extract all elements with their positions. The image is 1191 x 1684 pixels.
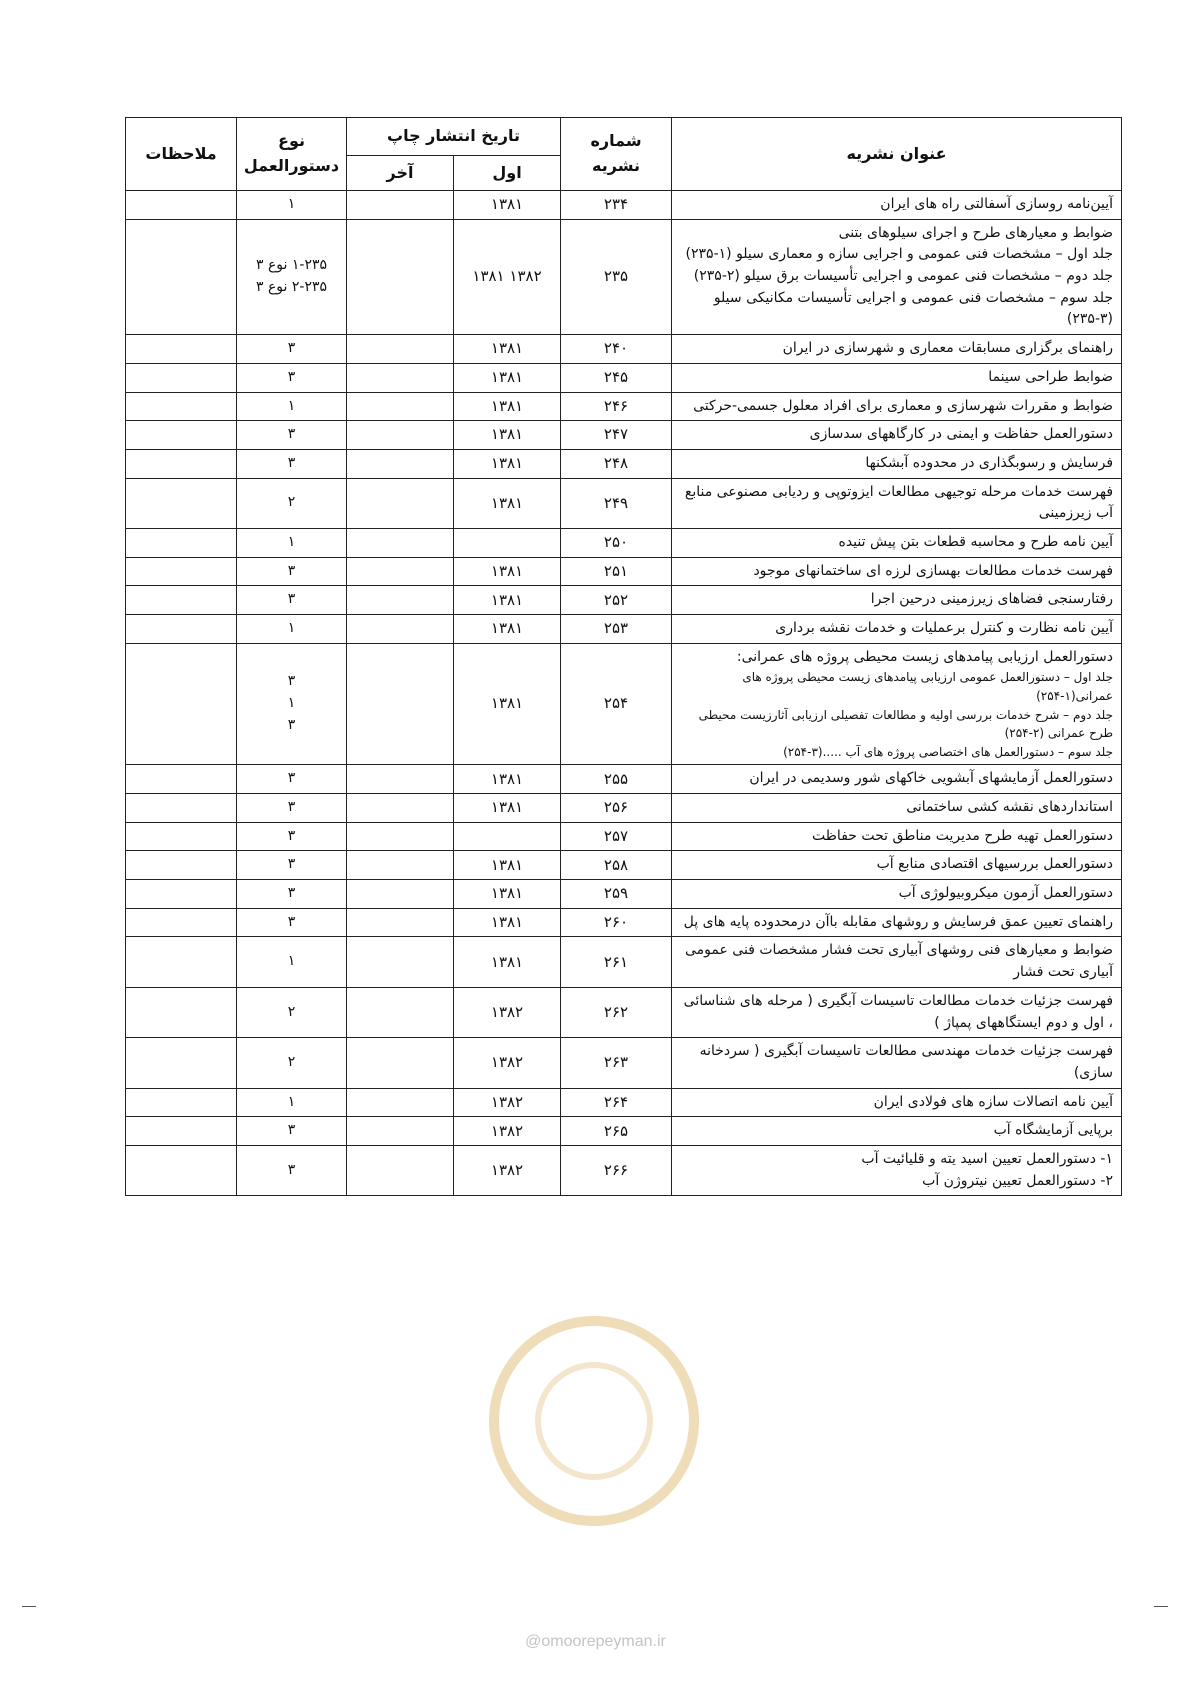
notes-cell — [126, 392, 237, 421]
first-print-date-cell: ۱۳۸۱ — [454, 449, 561, 478]
site-footer-watermark: @omoorepeyman.ir — [525, 1633, 666, 1650]
table-row — [126, 1117, 1122, 1146]
first-print-date-cell: ۱۳۸۱ — [454, 880, 561, 909]
instruction-type-cell — [237, 851, 347, 880]
last-print-date-cell — [347, 528, 454, 557]
notes-cell — [126, 1145, 237, 1195]
notes-cell — [126, 586, 237, 615]
instruction-type-cell — [237, 643, 347, 765]
first-print-date-cell: ۱۳۸۱ — [454, 557, 561, 586]
publication-title-cell — [672, 528, 1122, 557]
table-header — [126, 118, 1122, 191]
instruction-type-cell — [237, 987, 347, 1037]
notes-cell — [126, 615, 237, 644]
notes-cell — [126, 880, 237, 909]
publication-title-cell — [672, 794, 1122, 823]
notes-cell — [126, 449, 237, 478]
crop-mark-left — [22, 1606, 36, 1607]
instruction-type-value: ۳ — [287, 340, 296, 357]
first-print-date-cell: ۱۳۸۱ — [454, 643, 561, 765]
header-first: اول — [454, 156, 561, 191]
publication-title-line: استانداردهای نقشه کشی ساختمانی — [906, 799, 1114, 816]
publication-title-line: جلد اول – دستورالعمل عمومی ارزیابی پیامدهای زیست محیطی پروژه های عمرانی(۱-۲۵۴) — [742, 670, 1114, 703]
publication-title-cell — [672, 557, 1122, 586]
publication-number-cell: ۲۴۵ — [561, 363, 672, 392]
table-row — [126, 908, 1122, 937]
last-print-date-cell — [347, 851, 454, 880]
publication-title-line: فهرست جزئیات خدمات مهندسی مطالعات تاسیسات آبگیری ( سردخانه سازی) — [699, 1043, 1114, 1081]
last-print-date-cell — [347, 765, 454, 794]
instruction-type-value: ۱ — [287, 953, 296, 970]
publication-title-line: فرسایش و رسوبگذاری در محدوده آبشکنها — [865, 454, 1114, 471]
instruction-type-cell — [237, 794, 347, 823]
instruction-type-cell — [237, 822, 347, 851]
first-print-date-cell: ۱۳۸۱ — [454, 615, 561, 644]
notes-cell — [126, 987, 237, 1037]
instruction-type-cell — [237, 586, 347, 615]
table-row — [126, 392, 1122, 421]
first-print-date-cell: ۱۳۸۱ — [454, 191, 561, 220]
instruction-type-value: ۳ — [287, 591, 296, 608]
instruction-type-cell — [237, 528, 347, 557]
first-print-date-cell: ۱۳۸۱ — [454, 765, 561, 794]
publication-number-cell: ۲۶۴ — [561, 1088, 672, 1117]
instruction-type-cell — [237, 392, 347, 421]
instruction-type-cell — [237, 908, 347, 937]
table-row — [126, 528, 1122, 557]
publication-title-line: آیین نامه نظارت و کنترل برعملیات و خدمات نقشه برداری — [775, 620, 1114, 636]
first-print-date-cell: ۱۳۸۱ — [454, 335, 561, 364]
instruction-type-value: ۲ — [287, 1003, 296, 1020]
publication-title-line: دستورالعمل حفاظت و ایمنی در کارگاههای سدسازی — [809, 426, 1114, 443]
instruction-type-value: ۲-۲۳۵ نوع ۳ — [255, 278, 328, 295]
table-row — [126, 557, 1122, 586]
table-row — [126, 1145, 1122, 1195]
publication-title-cell — [672, 987, 1122, 1037]
first-print-date-cell: ۱۳۸۱ — [454, 478, 561, 528]
notes-cell — [126, 557, 237, 586]
publication-title-line: فهرست خدمات مطالعات بهسازی لرزه ای ساختمانهای موجود — [753, 562, 1114, 579]
first-print-date-cell: ۱۳۸۲ — [454, 987, 561, 1037]
header-type: نوع دستورالعمل — [237, 118, 347, 191]
instruction-type-value: ۳ — [287, 770, 296, 787]
notes-cell — [126, 643, 237, 765]
publication-title-cell — [672, 1038, 1122, 1088]
publication-title-line: فهرست خدمات مرحله توجیهی مطالعات ایزوتوپی و ردیابی مصنوعی منابع آب زیرزمینی — [684, 483, 1114, 522]
first-print-date-cell: ۱۳۸۱ — [454, 363, 561, 392]
publisher-seal-watermark — [489, 1316, 699, 1526]
notes-cell — [126, 822, 237, 851]
table-row — [126, 615, 1122, 644]
notes-cell — [126, 1038, 237, 1088]
instruction-type-cell — [237, 219, 347, 334]
publication-number-cell: ۲۴۹ — [561, 478, 672, 528]
instruction-type-cell — [237, 880, 347, 909]
publication-title-line: جلد دوم – مشخصات فنی عمومی و اجرایی تأسیسات برق سیلو (۲-۲۳۵) — [693, 268, 1114, 285]
instruction-type-value: ۳ — [287, 827, 296, 844]
last-print-date-cell — [347, 937, 454, 987]
notes-cell — [126, 794, 237, 823]
notes-cell — [126, 1088, 237, 1117]
crop-mark-right — [1154, 1606, 1168, 1607]
header-last: آخر — [347, 156, 454, 191]
header-number: شماره نشریه — [561, 118, 672, 191]
publication-title-line: جلد سوم – مشخصات فنی عمومی و اجرایی تأسیسات مکانیکی سیلو (۳-۲۳۵) — [713, 289, 1114, 328]
first-print-date-cell: ۱۳۸۱ — [454, 851, 561, 880]
publication-title-line: ضوابط و معیارهای فنی روشهای آبیاری تحت فشار مشخصات فنی عمومی آبیاری تحت فشار — [685, 942, 1114, 981]
instruction-type-value: ۳ — [287, 1161, 296, 1178]
publication-title-line: جلد اول – مشخصات فنی عمومی و اجرایی سازه و معماری سیلو (۱-۲۳۵) — [685, 246, 1114, 263]
instruction-type-value: ۱ — [287, 1093, 296, 1110]
last-print-date-cell — [347, 1145, 454, 1195]
last-print-date-cell — [347, 822, 454, 851]
publication-number-cell: ۲۵۱ — [561, 557, 672, 586]
last-print-date-cell — [347, 1088, 454, 1117]
publication-title-cell — [672, 822, 1122, 851]
last-print-date-cell — [347, 557, 454, 586]
publication-number-cell: ۲۵۳ — [561, 615, 672, 644]
notes-cell — [126, 765, 237, 794]
publication-title-line: فهرست جزئیات خدمات مطالعات تاسیسات آبگیری ( مرحله های شناسائی ، اول و دوم ایستگاههای پمپاژ ) — [683, 992, 1114, 1031]
last-print-date-cell — [347, 478, 454, 528]
instruction-type-value: ۳ — [287, 562, 296, 579]
publication-title-cell — [672, 1145, 1122, 1195]
publication-number-cell: ۲۶۲ — [561, 987, 672, 1037]
publication-title-line: جلد سوم – دستورالعمل های اختصاصی پروژه های آب .....(۳-۲۵۴) — [783, 744, 1114, 759]
publication-title-cell — [672, 851, 1122, 880]
publication-number-cell: ۲۵۴ — [561, 643, 672, 765]
notes-cell — [126, 478, 237, 528]
last-print-date-cell — [347, 1038, 454, 1088]
publication-title-line: رفتارسنجی فضاهای زیرزمینی درحین اجرا — [870, 591, 1114, 608]
table-row — [126, 421, 1122, 450]
publication-title-cell — [672, 908, 1122, 937]
publication-title-line: آیین نامه اتصالات سازه های فولادی ایران — [873, 1093, 1114, 1110]
instruction-type-value: ۱ — [287, 397, 296, 414]
last-print-date-cell — [347, 908, 454, 937]
instruction-type-cell — [237, 363, 347, 392]
first-print-date-cell: ۱۳۸۲ — [454, 1038, 561, 1088]
instruction-type-cell — [237, 557, 347, 586]
publication-number-cell: ۲۶۱ — [561, 937, 672, 987]
first-print-date-cell: ۱۳۸۲ — [454, 1117, 561, 1146]
header-title: عنوان نشریه — [672, 118, 1122, 191]
publication-number-cell: ۲۵۹ — [561, 880, 672, 909]
table-row — [126, 987, 1122, 1037]
table-row — [126, 449, 1122, 478]
publication-number-cell: ۲۴۶ — [561, 392, 672, 421]
publication-title-line: دستورالعمل آزمون میکروبیولوژی آب — [898, 885, 1114, 902]
publication-title-cell — [672, 191, 1122, 220]
publication-title-cell — [672, 765, 1122, 794]
instruction-type-cell — [237, 615, 347, 644]
instruction-type-value: ۳ — [287, 885, 296, 902]
table-body — [126, 191, 1122, 1196]
instruction-type-cell — [237, 478, 347, 528]
last-print-date-cell — [347, 987, 454, 1037]
instruction-type-cell — [237, 191, 347, 220]
table-row — [126, 643, 1122, 765]
table-row — [126, 880, 1122, 909]
last-print-date-cell — [347, 191, 454, 220]
notes-cell — [126, 908, 237, 937]
publication-number-cell: ۲۶۶ — [561, 1145, 672, 1195]
instruction-type-cell — [237, 937, 347, 987]
instruction-type-value: ۱ — [287, 695, 296, 712]
notes-cell — [126, 937, 237, 987]
instruction-type-value: ۳ — [287, 368, 296, 385]
last-print-date-cell — [347, 1117, 454, 1146]
instruction-type-cell — [237, 765, 347, 794]
notes-cell — [126, 191, 237, 220]
publication-number-cell: ۲۵۷ — [561, 822, 672, 851]
publication-title-cell — [672, 335, 1122, 364]
first-print-date-cell: ۱۳۸۲ ۱۳۸۱ — [454, 219, 561, 334]
first-print-date-cell: ۱۳۸۱ — [454, 908, 561, 937]
table-row — [126, 478, 1122, 528]
publication-title-cell — [672, 392, 1122, 421]
publication-title-cell — [672, 363, 1122, 392]
publication-title-cell — [672, 586, 1122, 615]
notes-cell — [126, 219, 237, 334]
first-print-date-cell — [454, 528, 561, 557]
publication-title-line: ضوابط و معیارهای طرح و اجرای سیلوهای بتنی — [838, 224, 1114, 241]
table-row — [126, 1038, 1122, 1088]
instruction-type-value: ۳ — [287, 426, 296, 443]
last-print-date-cell — [347, 421, 454, 450]
instruction-type-value: ۱ — [287, 533, 296, 550]
publication-number-cell: ۲۳۵ — [561, 219, 672, 334]
publication-number-cell: ۲۴۰ — [561, 335, 672, 364]
instruction-type-cell — [237, 1117, 347, 1146]
instruction-type-value: ۳ — [287, 1122, 296, 1139]
last-print-date-cell — [347, 586, 454, 615]
first-print-date-cell: ۱۳۸۱ — [454, 937, 561, 987]
publication-title-cell — [672, 937, 1122, 987]
first-print-date-cell: ۱۳۸۱ — [454, 421, 561, 450]
notes-cell — [126, 1117, 237, 1146]
instruction-type-cell — [237, 335, 347, 364]
instruction-type-value: ۲ — [287, 1054, 296, 1071]
last-print-date-cell — [347, 392, 454, 421]
publication-number-cell: ۲۶۰ — [561, 908, 672, 937]
publication-number-cell: ۲۳۴ — [561, 191, 672, 220]
publication-title-cell — [672, 880, 1122, 909]
header-publish-date: تاریخ انتشار چاپ — [347, 118, 561, 156]
instruction-type-value: ۳ — [287, 454, 296, 471]
header-notes: ملاحظات — [126, 118, 237, 191]
publication-title-line: دستورالعمل ارزیابی پیامدهای زیست محیطی پروژه های عمرانی: — [736, 648, 1114, 665]
table-row — [126, 219, 1122, 334]
publication-number-cell: ۲۴۸ — [561, 449, 672, 478]
first-print-date-cell: ۱۳۸۱ — [454, 586, 561, 615]
instruction-type-cell — [237, 449, 347, 478]
notes-cell — [126, 363, 237, 392]
publication-number-cell: ۲۶۵ — [561, 1117, 672, 1146]
instruction-type-value: ۳ — [287, 913, 296, 930]
publication-title-cell — [672, 615, 1122, 644]
publication-title-line: دستورالعمل بررسیهای اقتصادی منابع آب — [876, 856, 1114, 873]
publication-title-cell — [672, 421, 1122, 450]
table-row — [126, 1088, 1122, 1117]
publication-title-cell — [672, 478, 1122, 528]
first-print-date-cell — [454, 822, 561, 851]
table-row — [126, 937, 1122, 987]
publication-title-line: دستورالعمل تهیه طرح مدیریت مناطق تحت حفاظت — [812, 827, 1114, 844]
publication-title-line: راهنمای برگزاری مسابقات معماری و شهرسازی در ایران — [782, 340, 1114, 357]
publication-number-cell: ۲۵۰ — [561, 528, 672, 557]
publication-title-line: جلد دوم – شرح خدمات بررسی اولیه و مطالعات تفصیلی ارزیابی آثارزیست محیطی طرح عمرانی (۲-۲۵۴) — [698, 707, 1114, 741]
publication-number-cell: ۲۵۵ — [561, 765, 672, 794]
notes-cell — [126, 335, 237, 364]
last-print-date-cell — [347, 335, 454, 364]
last-print-date-cell — [347, 219, 454, 334]
first-print-date-cell: ۱۳۸۲ — [454, 1088, 561, 1117]
instruction-type-cell — [237, 1145, 347, 1195]
publication-title-line: ۱- دستورالعمل تعیین اسید یته و قلیائیت آب — [861, 1150, 1114, 1167]
table-row — [126, 335, 1122, 364]
last-print-date-cell — [347, 794, 454, 823]
instruction-type-value: ۱-۲۳۵ نوع ۳ — [255, 257, 328, 274]
publication-title-line: ۲- دستورالعمل تعیین نیتروژن آب — [922, 1172, 1114, 1189]
instruction-type-cell — [237, 1088, 347, 1117]
table-row — [126, 851, 1122, 880]
notes-cell — [126, 528, 237, 557]
instruction-type-value: ۳ — [287, 673, 296, 690]
last-print-date-cell — [347, 880, 454, 909]
publication-title-cell — [672, 1117, 1122, 1146]
table-row — [126, 765, 1122, 794]
notes-cell — [126, 421, 237, 450]
publication-title-line: دستورالعمل آزمایشهای آبشویی خاکهای شور وسدیمی در ایران — [749, 770, 1114, 787]
publication-title-line: ضوابط طراحی سینما — [988, 368, 1114, 385]
instruction-type-value: ۱ — [287, 620, 296, 636]
publication-title-cell — [672, 219, 1122, 334]
table-row — [126, 363, 1122, 392]
first-print-date-cell: ۱۳۸۱ — [454, 392, 561, 421]
instruction-type-value: ۳ — [287, 856, 296, 873]
instruction-type-value: ۳ — [287, 799, 296, 816]
last-print-date-cell — [347, 449, 454, 478]
publication-title-cell — [672, 449, 1122, 478]
publication-number-cell: ۲۴۷ — [561, 421, 672, 450]
publication-number-cell: ۲۵۲ — [561, 586, 672, 615]
table-row — [126, 191, 1122, 220]
publication-title-line: راهنمای تعیین عمق فرسایش و روشهای مقابله باآن درمحدوده پایه های پل — [683, 913, 1114, 930]
table-row — [126, 794, 1122, 823]
last-print-date-cell — [347, 643, 454, 765]
publications-table — [125, 117, 1122, 1196]
publication-title-cell — [672, 643, 1122, 765]
publication-title-line: آیین‌نامه روسازی آسفالتی راه های ایران — [880, 196, 1114, 212]
publication-title-line: برپایی آزمایشگاه آب — [993, 1122, 1114, 1139]
instruction-type-value: ۳ — [287, 716, 296, 733]
publication-number-cell: ۲۶۳ — [561, 1038, 672, 1088]
instruction-type-cell — [237, 421, 347, 450]
publication-number-cell: ۲۵۸ — [561, 851, 672, 880]
notes-cell — [126, 851, 237, 880]
last-print-date-cell — [347, 615, 454, 644]
publication-title-line: ضوابط و مقررات شهرسازی و معماری برای افراد معلول جسمی-حرکتی — [693, 397, 1114, 414]
instruction-type-value: ۲ — [287, 494, 296, 511]
last-print-date-cell — [347, 363, 454, 392]
first-print-date-cell: ۱۳۸۱ — [454, 794, 561, 823]
table-row — [126, 822, 1122, 851]
publication-title-cell — [672, 1088, 1122, 1117]
first-print-date-cell: ۱۳۸۲ — [454, 1145, 561, 1195]
publication-title-line: آیین نامه طرح و محاسبه قطعات بتن پیش تنیده — [838, 533, 1114, 550]
publication-number-cell: ۲۵۶ — [561, 794, 672, 823]
table-row — [126, 586, 1122, 615]
instruction-type-value: ۱ — [287, 196, 296, 212]
instruction-type-cell — [237, 1038, 347, 1088]
